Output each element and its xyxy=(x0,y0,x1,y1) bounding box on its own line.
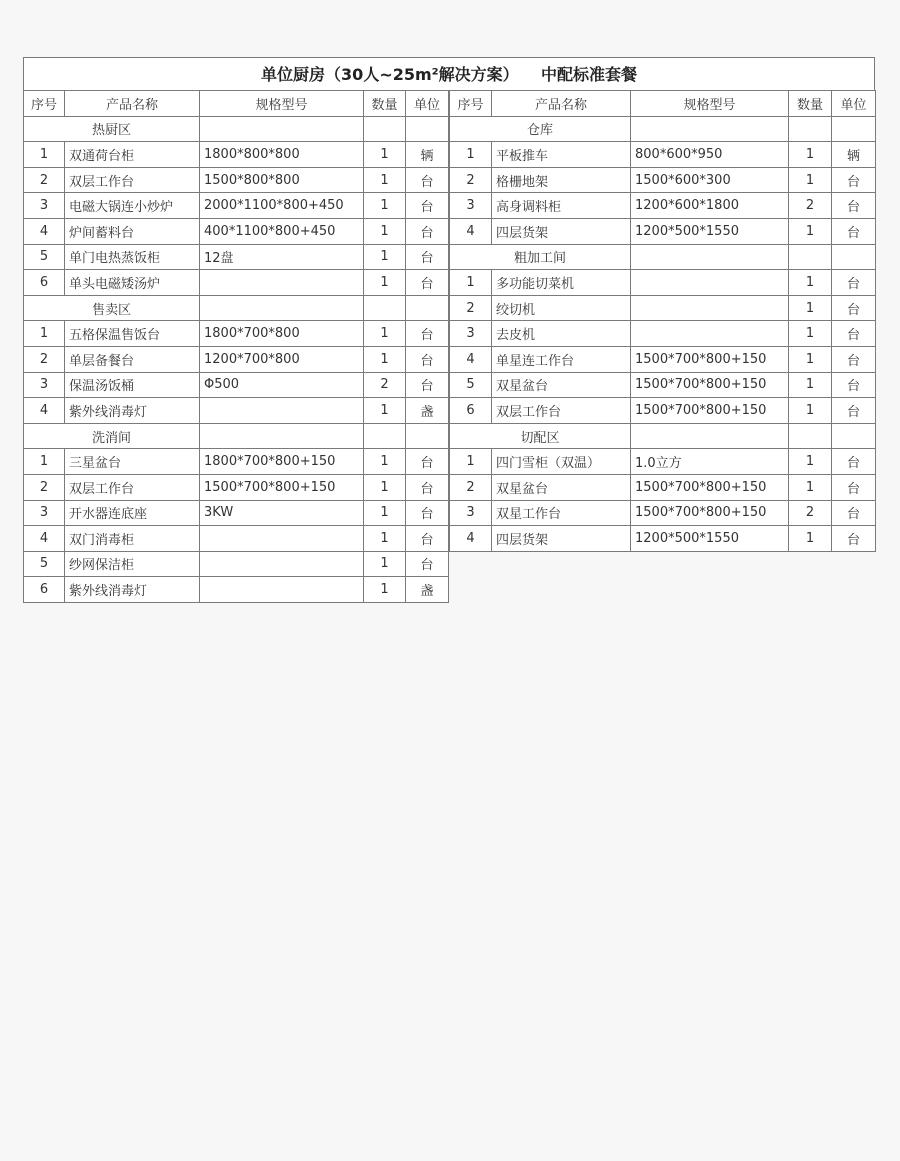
index-header: 序号 xyxy=(450,91,492,117)
row-index: 5 xyxy=(24,244,65,270)
table-row xyxy=(24,500,449,526)
quantity: 2 xyxy=(789,500,832,526)
unit: 台 xyxy=(406,346,449,372)
spec: 1800*800*800 xyxy=(200,142,364,168)
empty-cell xyxy=(364,295,406,321)
spec xyxy=(631,270,789,296)
unit: 台 xyxy=(406,551,449,577)
spec: 1200*600*1800 xyxy=(631,193,789,219)
table-row xyxy=(24,526,449,552)
table-row xyxy=(24,346,449,372)
spec: 1500*700*800+150 xyxy=(631,500,789,526)
unit: 台 xyxy=(832,449,876,475)
index-header: 序号 xyxy=(24,91,65,117)
row-index: 2 xyxy=(24,474,65,500)
quantity: 1 xyxy=(789,372,832,398)
spec xyxy=(631,321,789,347)
name-header: 产品名称 xyxy=(65,91,200,117)
package-sheet xyxy=(23,57,875,690)
unit-header: 单位 xyxy=(832,91,876,117)
unit: 台 xyxy=(832,295,876,321)
row-index: 4 xyxy=(450,218,492,244)
quantity: 1 xyxy=(364,244,406,270)
unit: 台 xyxy=(832,167,876,193)
qty-header: 数量 xyxy=(364,91,406,117)
product-name: 格栅地架 xyxy=(492,167,631,193)
product-name: 双层工作台 xyxy=(65,167,200,193)
product-name: 五格保温售饭台 xyxy=(65,321,200,347)
row-index: 4 xyxy=(24,218,65,244)
quantity: 1 xyxy=(789,142,832,168)
table-row xyxy=(24,577,449,603)
quantity: 1 xyxy=(364,398,406,424)
row-index: 5 xyxy=(24,551,65,577)
quantity: 2 xyxy=(364,372,406,398)
empty-cell xyxy=(364,116,406,142)
sheet-title-text: 单位厨房（30人~25m²解决方案） 中配标准套餐 xyxy=(261,65,637,84)
row-index: 2 xyxy=(450,474,492,500)
spec: 1200*500*1550 xyxy=(631,218,789,244)
product-name: 四层货架 xyxy=(492,218,631,244)
quantity: 1 xyxy=(364,270,406,296)
quantity: 1 xyxy=(789,398,832,424)
unit: 盏 xyxy=(406,577,449,603)
spec xyxy=(631,295,789,321)
quantity: 1 xyxy=(789,295,832,321)
quantity: 1 xyxy=(364,193,406,219)
product-name: 四层货架 xyxy=(492,526,631,552)
row-index: 3 xyxy=(450,193,492,219)
product-name: 开水器连底座 xyxy=(65,500,200,526)
spec: 1500*800*800 xyxy=(200,167,364,193)
quantity: 2 xyxy=(789,193,832,219)
table-row xyxy=(450,500,876,526)
product-name: 紫外线消毒灯 xyxy=(65,577,200,603)
name-header: 产品名称 xyxy=(492,91,631,117)
spec: 1800*700*800+150 xyxy=(200,449,364,475)
spec: 1200*700*800 xyxy=(200,346,364,372)
spec: 1500*700*800+150 xyxy=(631,474,789,500)
product-name: 平板推车 xyxy=(492,142,631,168)
empty-cell xyxy=(832,244,876,270)
row-index: 1 xyxy=(450,270,492,296)
product-name: 双星盆台 xyxy=(492,372,631,398)
empty-cell xyxy=(200,423,364,449)
table-row xyxy=(450,346,876,372)
quantity: 1 xyxy=(789,449,832,475)
table-row xyxy=(24,244,449,270)
row-index: 4 xyxy=(24,398,65,424)
row-index: 1 xyxy=(450,142,492,168)
header-row xyxy=(24,91,449,117)
quantity: 1 xyxy=(364,346,406,372)
product-name: 紫外线消毒灯 xyxy=(65,398,200,424)
unit: 台 xyxy=(832,500,876,526)
unit: 台 xyxy=(406,500,449,526)
quantity: 1 xyxy=(364,577,406,603)
product-name: 单门电热蒸饭柜 xyxy=(65,244,200,270)
right-equipment-table xyxy=(449,90,876,552)
spec-header: 规格型号 xyxy=(200,91,364,117)
product-name: 单星连工作台 xyxy=(492,346,631,372)
empty-cell xyxy=(364,423,406,449)
spec: Φ500 xyxy=(200,372,364,398)
section-title: 仓库 xyxy=(450,116,631,142)
sheet-title xyxy=(23,57,875,90)
row-index: 2 xyxy=(450,167,492,193)
quantity: 1 xyxy=(789,218,832,244)
header-row xyxy=(450,91,876,117)
unit: 台 xyxy=(832,346,876,372)
unit: 台 xyxy=(406,474,449,500)
row-index: 3 xyxy=(24,193,65,219)
section-title: 洗消间 xyxy=(24,423,200,449)
product-name: 双层工作台 xyxy=(65,474,200,500)
table-row xyxy=(24,449,449,475)
spec: 1.0立方 xyxy=(631,449,789,475)
row-index: 6 xyxy=(24,577,65,603)
section-title: 热厨区 xyxy=(24,116,200,142)
table-row xyxy=(450,167,876,193)
row-index: 6 xyxy=(24,270,65,296)
product-name: 炉间蓄料台 xyxy=(65,218,200,244)
quantity: 1 xyxy=(364,526,406,552)
product-name: 单层备餐台 xyxy=(65,346,200,372)
table-row xyxy=(24,167,449,193)
row-index: 6 xyxy=(450,398,492,424)
section-title: 售卖区 xyxy=(24,295,200,321)
quantity: 1 xyxy=(364,474,406,500)
unit: 台 xyxy=(832,193,876,219)
row-index: 2 xyxy=(450,295,492,321)
row-index: 1 xyxy=(24,321,65,347)
table-row xyxy=(24,321,449,347)
spec xyxy=(200,526,364,552)
quantity: 1 xyxy=(789,270,832,296)
quantity: 1 xyxy=(789,474,832,500)
table-row xyxy=(450,526,876,552)
unit: 台 xyxy=(406,526,449,552)
section-title: 粗加工间 xyxy=(450,244,631,270)
product-name: 高身调料柜 xyxy=(492,193,631,219)
table-row xyxy=(24,474,449,500)
spec: 1500*700*800+150 xyxy=(631,372,789,398)
quantity: 1 xyxy=(364,167,406,193)
product-name: 去皮机 xyxy=(492,321,631,347)
table-row xyxy=(24,270,449,296)
spec: 3KW xyxy=(200,500,364,526)
spec: 2000*1100*800+450 xyxy=(200,193,364,219)
table-row xyxy=(450,295,876,321)
empty-cell xyxy=(789,116,832,142)
spec: 1500*600*300 xyxy=(631,167,789,193)
row-index: 4 xyxy=(450,346,492,372)
product-name: 双星工作台 xyxy=(492,500,631,526)
row-index: 3 xyxy=(24,372,65,398)
section-row xyxy=(24,295,449,321)
row-index: 4 xyxy=(24,526,65,552)
unit: 台 xyxy=(406,218,449,244)
table-row xyxy=(24,372,449,398)
quantity: 1 xyxy=(364,449,406,475)
empty-cell xyxy=(789,423,832,449)
section-row xyxy=(450,244,876,270)
unit: 台 xyxy=(832,321,876,347)
product-name: 电磁大锅连小炒炉 xyxy=(65,193,200,219)
row-index: 4 xyxy=(450,526,492,552)
product-name: 三星盆台 xyxy=(65,449,200,475)
product-name: 纱网保洁柜 xyxy=(65,551,200,577)
spec-header: 规格型号 xyxy=(631,91,789,117)
spec: 1200*500*1550 xyxy=(631,526,789,552)
spec xyxy=(200,551,364,577)
section-row xyxy=(450,116,876,142)
table-row xyxy=(450,193,876,219)
unit: 盏 xyxy=(406,398,449,424)
table-row xyxy=(450,398,876,424)
product-name: 双通荷台柜 xyxy=(65,142,200,168)
empty-cell xyxy=(200,116,364,142)
table-row xyxy=(450,142,876,168)
row-index: 2 xyxy=(24,167,65,193)
row-index: 3 xyxy=(24,500,65,526)
table-row xyxy=(450,218,876,244)
quantity: 1 xyxy=(789,346,832,372)
table-row xyxy=(450,372,876,398)
left-equipment-table xyxy=(23,90,449,603)
table-row xyxy=(450,321,876,347)
spec xyxy=(200,577,364,603)
empty-cell xyxy=(789,244,832,270)
unit: 台 xyxy=(406,244,449,270)
unit: 台 xyxy=(406,193,449,219)
unit: 台 xyxy=(832,372,876,398)
unit: 辆 xyxy=(832,142,876,168)
quantity: 1 xyxy=(364,500,406,526)
unit: 台 xyxy=(406,372,449,398)
quantity: 1 xyxy=(789,167,832,193)
quantity: 1 xyxy=(364,142,406,168)
table-row xyxy=(24,218,449,244)
row-index: 1 xyxy=(450,449,492,475)
empty-cell xyxy=(631,423,789,449)
spec: 400*1100*800+450 xyxy=(200,218,364,244)
product-name: 多功能切菜机 xyxy=(492,270,631,296)
empty-cell xyxy=(631,116,789,142)
row-index: 2 xyxy=(24,346,65,372)
table-row xyxy=(24,398,449,424)
section-row xyxy=(24,116,449,142)
quantity: 1 xyxy=(364,551,406,577)
unit: 台 xyxy=(832,474,876,500)
product-name: 绞切机 xyxy=(492,295,631,321)
product-name: 四门雪柜（双温） xyxy=(492,449,631,475)
row-index: 5 xyxy=(450,372,492,398)
table-row xyxy=(24,551,449,577)
product-name: 单头电磁矮汤炉 xyxy=(65,270,200,296)
table-row xyxy=(450,474,876,500)
unit: 辆 xyxy=(406,142,449,168)
quantity: 1 xyxy=(364,321,406,347)
product-name: 双门消毒柜 xyxy=(65,526,200,552)
unit: 台 xyxy=(406,270,449,296)
table-row xyxy=(24,142,449,168)
unit-header: 单位 xyxy=(406,91,449,117)
product-name: 保温汤饭桶 xyxy=(65,372,200,398)
spec xyxy=(200,270,364,296)
empty-cell xyxy=(406,116,449,142)
quantity: 1 xyxy=(789,526,832,552)
section-title: 切配区 xyxy=(450,423,631,449)
empty-cell xyxy=(406,423,449,449)
empty-cell xyxy=(406,295,449,321)
row-index: 3 xyxy=(450,321,492,347)
table-row xyxy=(450,449,876,475)
table-row xyxy=(24,193,449,219)
section-row xyxy=(24,423,449,449)
spec: 1500*700*800+150 xyxy=(200,474,364,500)
qty-header: 数量 xyxy=(789,91,832,117)
row-index: 3 xyxy=(450,500,492,526)
product-name: 双层工作台 xyxy=(492,398,631,424)
spec: 1500*700*800+150 xyxy=(631,346,789,372)
row-index: 1 xyxy=(24,142,65,168)
section-row xyxy=(450,423,876,449)
unit: 台 xyxy=(832,270,876,296)
quantity: 1 xyxy=(364,218,406,244)
row-index: 1 xyxy=(24,449,65,475)
quantity: 1 xyxy=(789,321,832,347)
unit: 台 xyxy=(832,526,876,552)
unit: 台 xyxy=(406,449,449,475)
unit: 台 xyxy=(832,218,876,244)
spec: 1500*700*800+150 xyxy=(631,398,789,424)
unit: 台 xyxy=(406,167,449,193)
spec: 1800*700*800 xyxy=(200,321,364,347)
empty-cell xyxy=(832,423,876,449)
unit: 台 xyxy=(832,398,876,424)
spec: 12盘 xyxy=(200,244,364,270)
empty-cell xyxy=(200,295,364,321)
spec: 800*600*950 xyxy=(631,142,789,168)
table-row xyxy=(450,270,876,296)
spec xyxy=(200,398,364,424)
empty-cell xyxy=(832,116,876,142)
unit: 台 xyxy=(406,321,449,347)
empty-cell xyxy=(631,244,789,270)
product-name: 双星盆台 xyxy=(492,474,631,500)
